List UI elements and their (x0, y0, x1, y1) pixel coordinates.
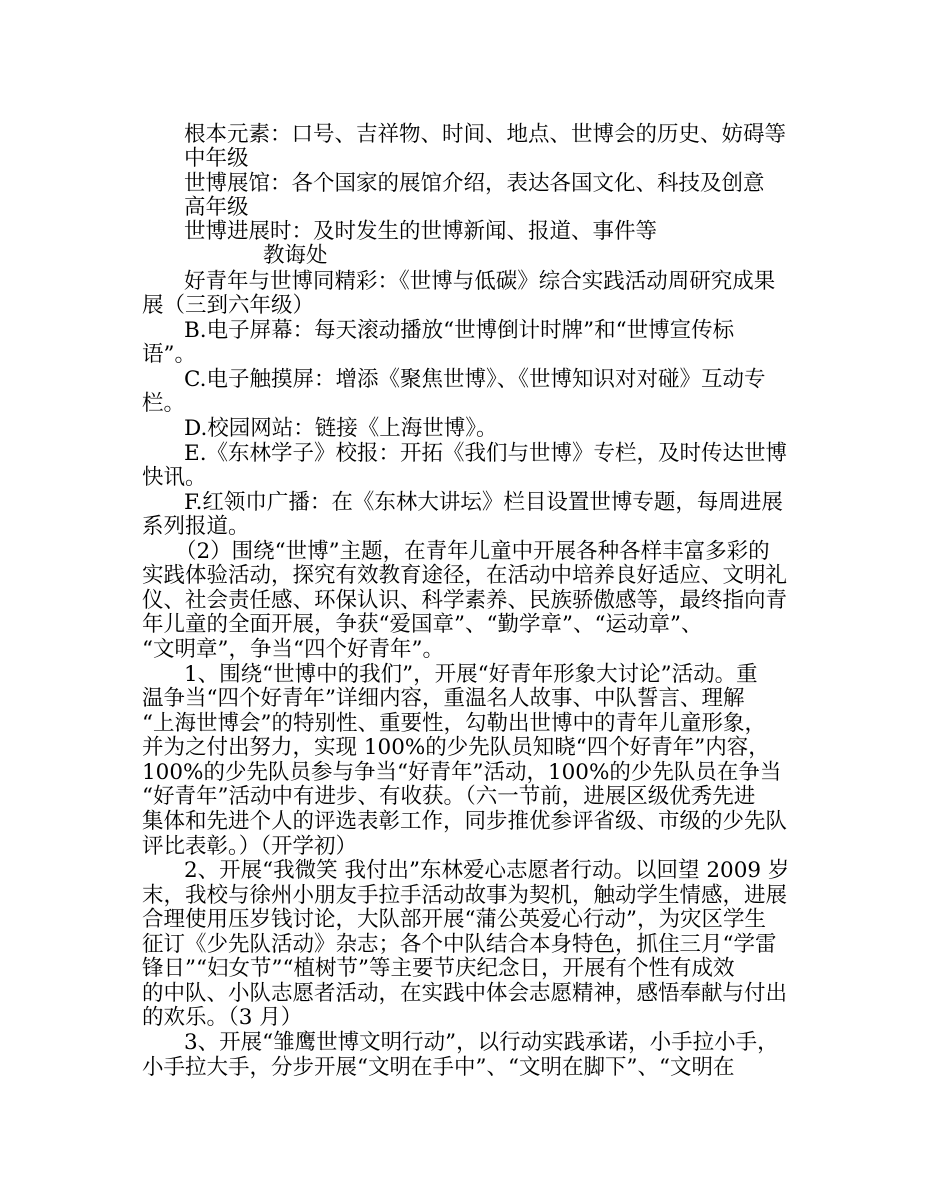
text-line: 栏。 (142, 391, 186, 416)
text-line: 仪、社会责任感、环保认识、科学素养、民族骄傲感等，最终指向青 (142, 588, 788, 613)
text-line: 教诲处 (263, 243, 328, 268)
text-line: F.红领巾广播：在《东林大讲坛》栏目设置世博专题，每周进展 (184, 490, 783, 515)
text-line: C.电子触摸屏：增添《聚焦世博》、《世博知识对对碰》互动专 (184, 367, 766, 392)
text-line: 好青年与世博同精彩：《世博与低碳》综合实践活动周研究成果 (184, 269, 776, 294)
text-line: 高年级 (184, 195, 249, 220)
text-line: 征订《少先队活动》杂志；各个中队结合本身特色，抓住三月“学雷 (142, 932, 777, 957)
text-line: “好青年”活动中有进步、有收获。（六一节前，进展区级优秀先进 (142, 784, 756, 809)
text-line: 根本元素：口号、吉祥物、时间、地点、世博会的历史、妨碍等 (184, 122, 787, 147)
text-line: 年儿童的全面开展，争获“爱国章”、“勤学章”、“运动章”、 (142, 612, 703, 637)
text-line: 温争当“四个好青年”详细内容，重温名人故事、中队誓言、理解 (142, 686, 745, 711)
text-line: 实践体验活动，探究有效教育途径，在活动中培养良好适应、文明礼 (142, 563, 788, 588)
text-line: 世博展馆：各个国家的展馆介绍，表达各国文化、科技及创意 (184, 171, 765, 196)
text-line: 展（三到六年级） (142, 293, 315, 318)
text-line: 并为之付出努力，实现 100%的少先队员知晓“四个好青年”内容， (142, 735, 770, 760)
text-line: 2、开展“我微笑 我付出”东林爱心志愿者行动。以回望 2009 岁 (184, 858, 790, 883)
text-line: 集体和先进个人的评选表彰工作，同步推优参评省级、市级的少先队 (142, 809, 788, 834)
text-line: 小手拉大手，分步开展“文明在手中”、“文明在脚下”、“文明在 (142, 1055, 735, 1080)
text-line: 的欢乐。（3 月） (142, 1005, 303, 1030)
text-line: 世博进展时：及时发生的世博新闻、报道、事件等 (184, 219, 658, 244)
text-line: 合理使用压岁钱讨论，大队部开展“蒲公英爱心行动”，为灾区学生 (142, 907, 766, 932)
text-line: “文明章”，争当“四个好青年”。 (142, 637, 444, 662)
text-line: 的中队、小队志愿者活动，在实践中体会志愿精神，感悟奉献与付出 (142, 981, 788, 1006)
text-line: D.校园网站：链接《上海世博》。 (184, 416, 498, 441)
text-line: 100%的少先队员参与争当“好青年”活动，100%的少先队员在争当 (142, 760, 782, 785)
text-line: 快讯。 (142, 465, 207, 490)
text-line: “上海世博会”的特别性、重要性，勾勒出世博中的青年儿童形象， (142, 711, 766, 736)
text-line: 锋日”“妇女节”“植树节”等主要节庆纪念日，开展有个性有成效 (142, 956, 735, 981)
text-line: 语”。 (142, 342, 196, 367)
text-line: 系列报道。 (142, 514, 250, 539)
text-line: 评比表彰。）（开学初） (142, 834, 358, 859)
text-line: 1、围绕“世博中的我们”，开展“好青年形象大讨论”活动。重 (184, 662, 758, 687)
text-line: 3、开展“雏鹰世博文明行动”，以行动实践承诺，小手拉小手， (184, 1030, 779, 1055)
text-line: 中年级 (184, 146, 249, 171)
text-line: B.电子屏幕：每天滚动播放“世博倒计时牌”和“世博宣传标 (184, 318, 735, 343)
text-line: E.《东林学子》校报：开拓《我们与世博》专栏，及时传达世博 (184, 441, 788, 466)
text-line: 末，我校与徐州小朋友手拉手活动故事为契机，触动学生情感，进展 (142, 883, 788, 908)
text-line: （2）围绕“世博”主题，在青年儿童中开展各种各样丰富多彩的 (175, 539, 770, 564)
